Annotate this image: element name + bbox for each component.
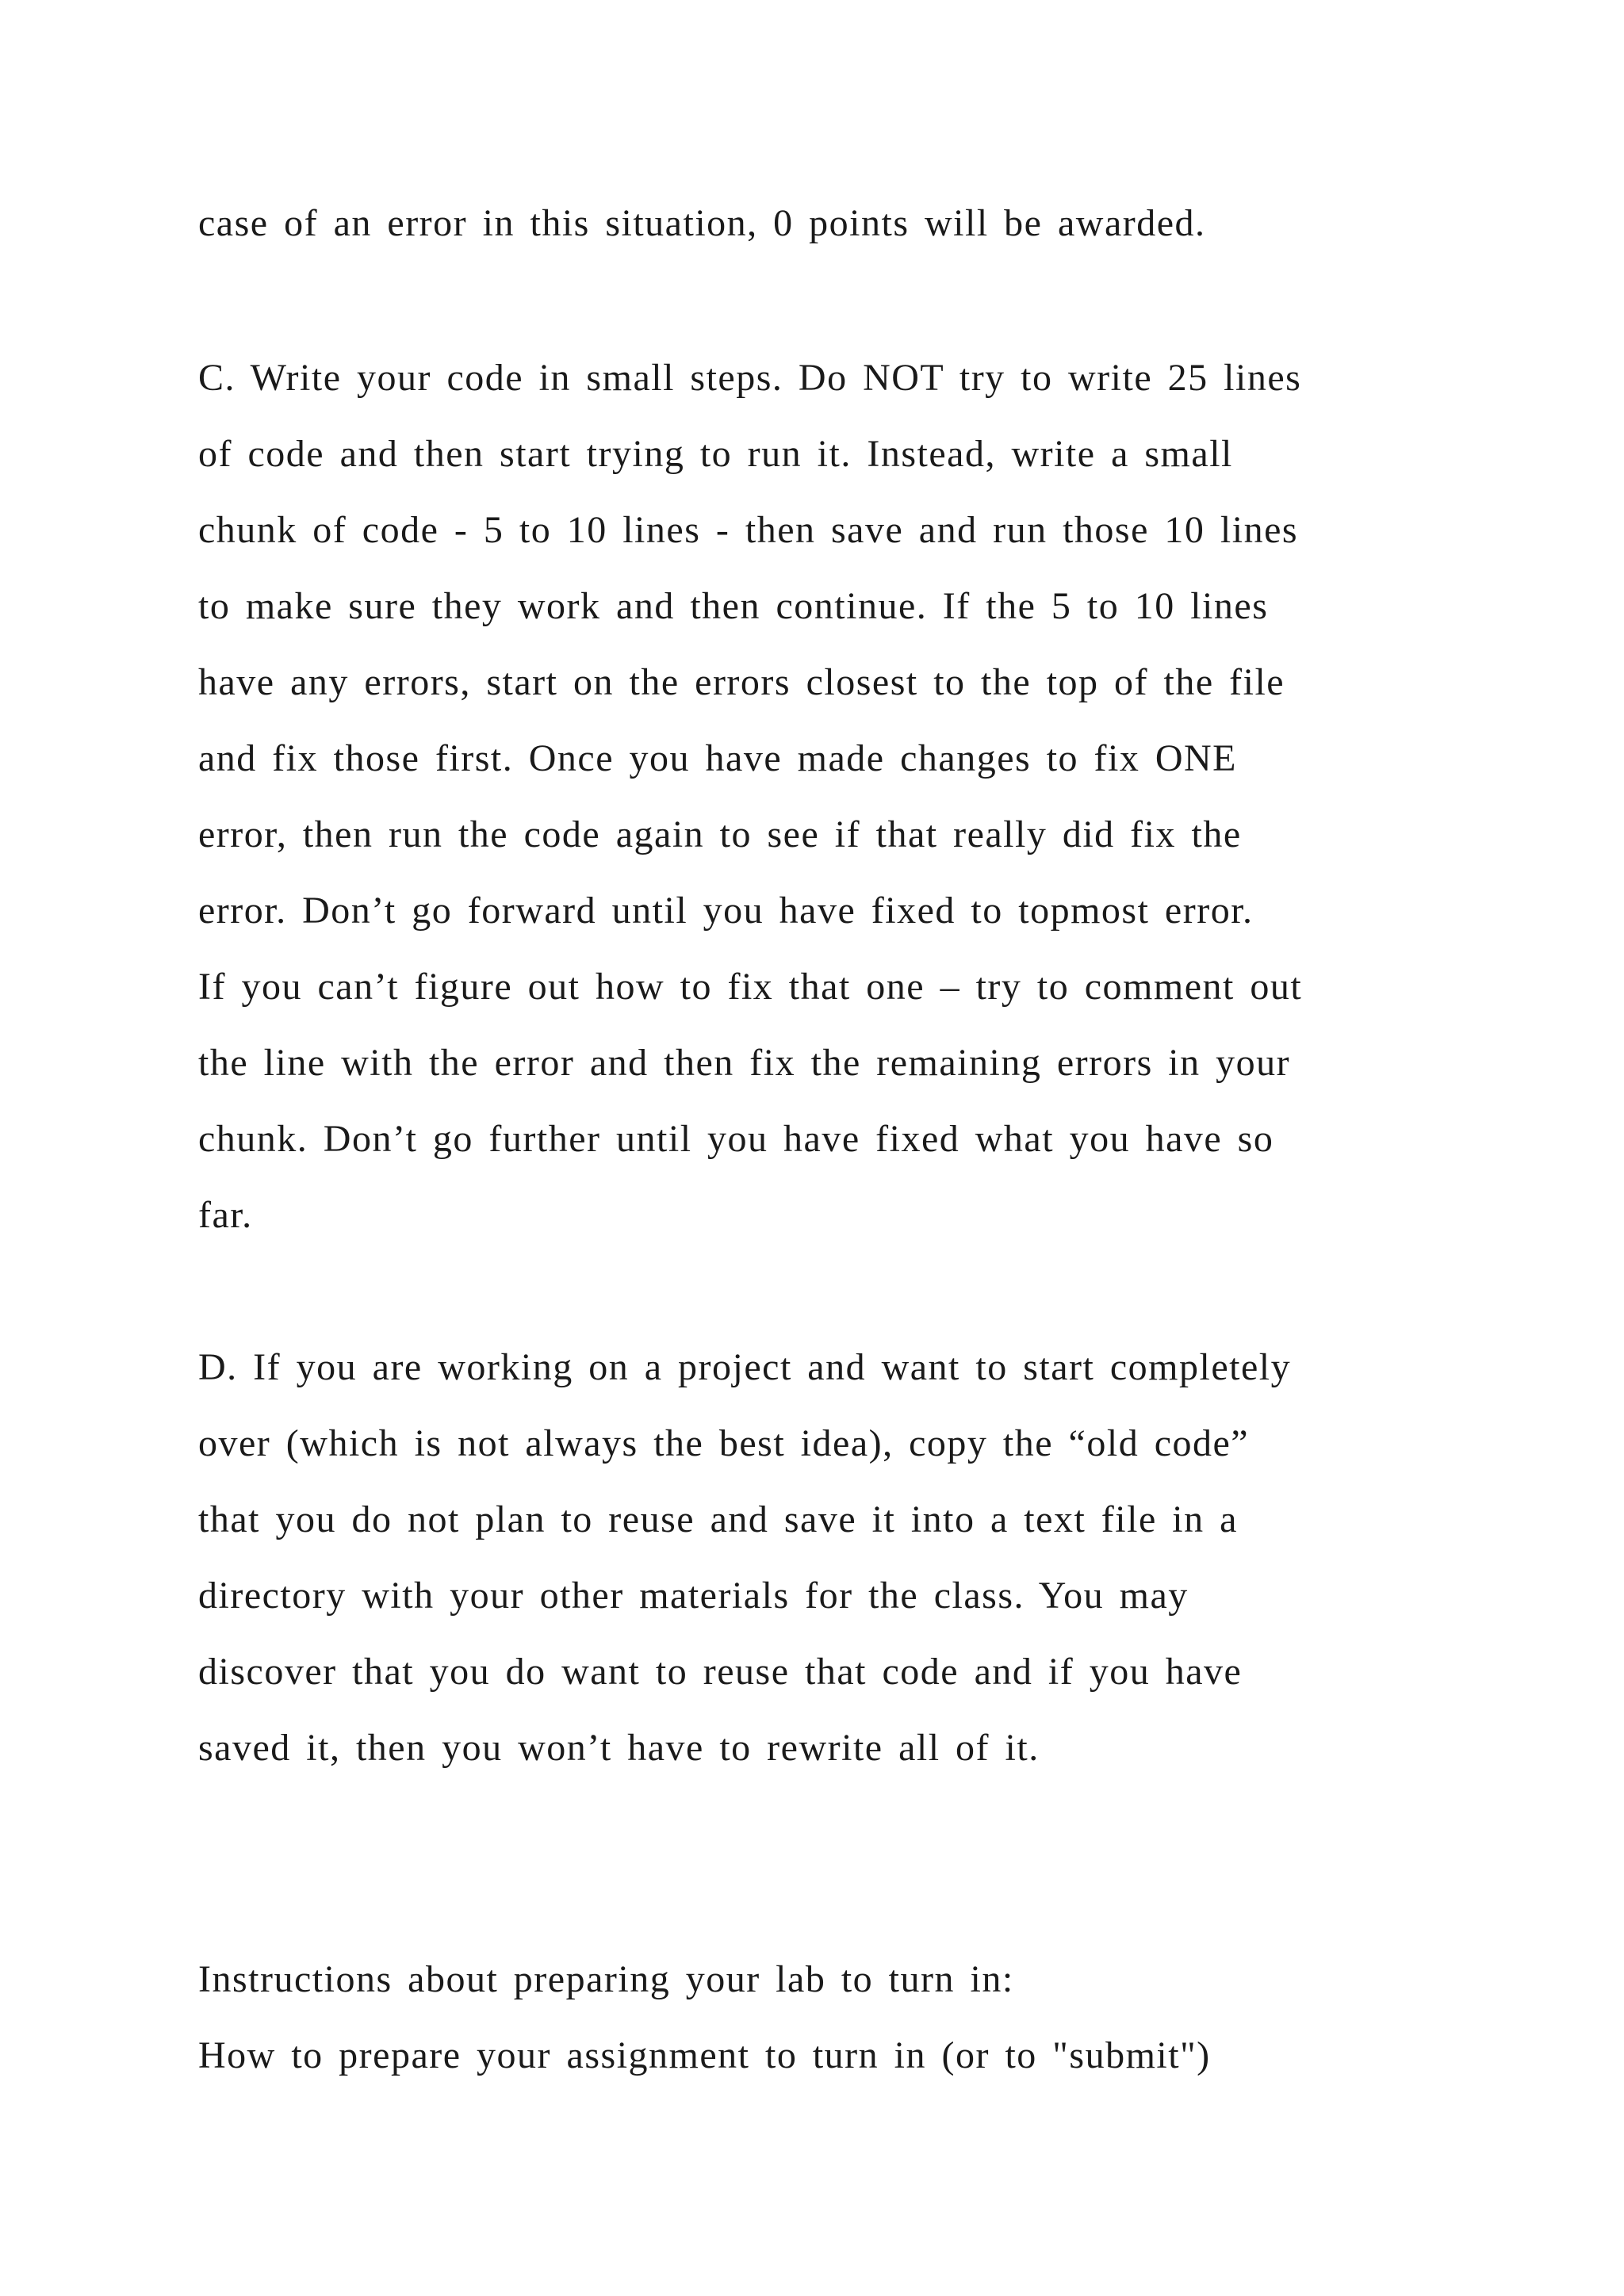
section-c-line: chunk. Don’t go further until you have fixed what you have so (198, 1118, 1274, 1160)
section-c-line: error. Don’t go forward until you have fixed to topmost error. (198, 890, 1254, 932)
intro-line: case of an error in this situation, 0 points will be awarded. (198, 202, 1206, 244)
section-d-line: saved it, then you won’t have to rewrite all of it. (198, 1727, 1040, 1769)
section-d-line: D. If you are working on a project and want to start completely (198, 1346, 1292, 1388)
section-c-line: C. Write your code in small steps. Do NOT try to write 25 lines (198, 357, 1302, 399)
section-c-line: chunk of code - 5 to 10 lines - then save and run those 10 lines (198, 509, 1299, 551)
section-c-line: to make sure they work and then continue. If the 5 to 10 lines (198, 585, 1269, 627)
section-c-line: the line with the error and then fix the remaining errors in your (198, 1042, 1291, 1084)
section-d-line: discover that you do want to reuse that code and if you have (198, 1651, 1243, 1693)
instructions-subheading: How to prepare your assignment to turn in (or to "submit") (198, 2034, 1211, 2076)
section-c-line: of code and then start trying to run it. Instead, write a small (198, 433, 1233, 475)
section-d-line: over (which is not always the best idea), copy the “old code” (198, 1422, 1250, 1464)
section-d-line: directory with your other materials for the class. You may (198, 1575, 1189, 1617)
section-c-line: If you can’t figure out how to fix that one – try to comment out (198, 966, 1303, 1008)
section-c-line: and fix those first. Once you have made changes to fix ONE (198, 737, 1237, 779)
section-c-line: far. (198, 1194, 253, 1236)
section-c-line: have any errors, start on the errors closest to the top of the file (198, 661, 1285, 703)
section-d-line: that you do not plan to reuse and save it into a text file in a (198, 1498, 1238, 1540)
instructions-heading: Instructions about preparing your lab to turn in: (198, 1958, 1014, 2000)
section-c-line: error, then run the code again to see if that really did fix the (198, 813, 1242, 855)
